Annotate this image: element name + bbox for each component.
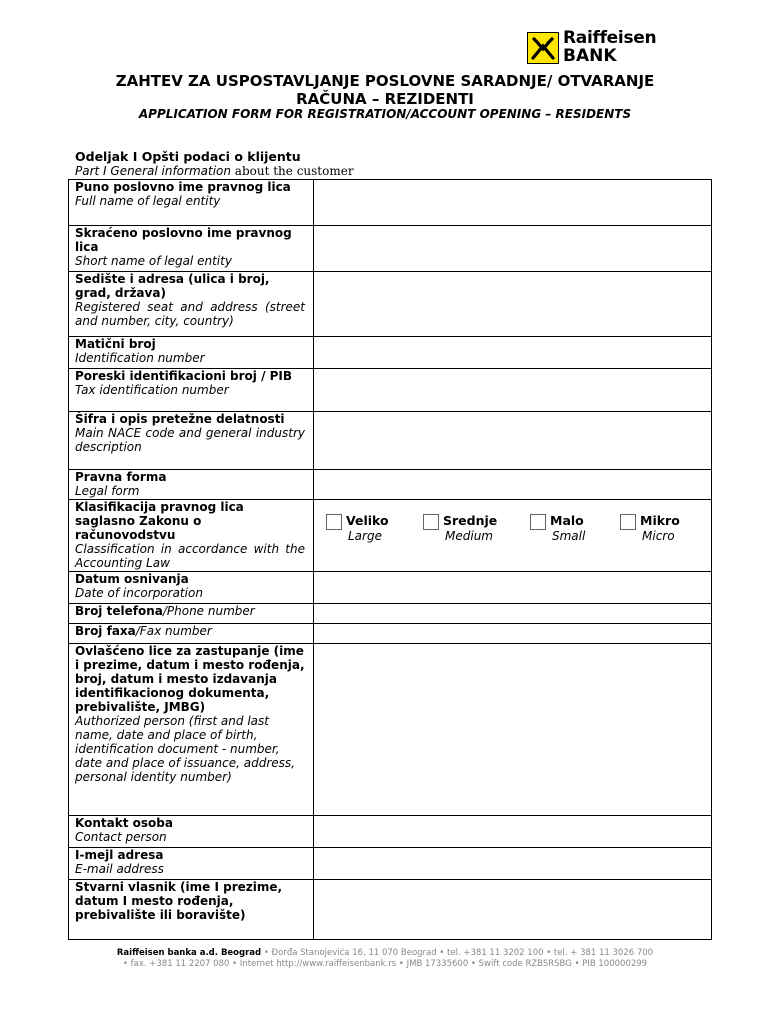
option-micro-label: Mikro bbox=[640, 513, 680, 528]
label-email: I-mejl adresa bbox=[75, 848, 164, 862]
field-activity[interactable] bbox=[314, 412, 712, 470]
label-full-name-en: Full name of legal entity bbox=[75, 194, 221, 208]
option-large-en: Large bbox=[348, 529, 382, 543]
field-id-number[interactable] bbox=[314, 337, 712, 369]
row-incorporation-date bbox=[69, 572, 712, 604]
label-fax: Broj faxa bbox=[75, 624, 136, 638]
field-beneficial-owner[interactable] bbox=[314, 880, 712, 940]
option-medium-label: Srednje bbox=[443, 513, 498, 528]
field-email[interactable] bbox=[314, 848, 712, 880]
raiffeisen-gable-icon bbox=[527, 32, 559, 64]
title-line-2: RAČUNA – REZIDENTI bbox=[296, 90, 474, 108]
option-micro-en: Micro bbox=[642, 529, 675, 543]
raiffeisen-logo bbox=[527, 28, 667, 66]
row-fax bbox=[69, 624, 712, 644]
label-short-name: Skraćeno poslovno ime pravnog lica bbox=[75, 226, 292, 254]
label-activity: Šifra i opis pretežne delatnosti bbox=[75, 412, 285, 426]
option-large-label: Veliko bbox=[346, 513, 389, 528]
row-id-number bbox=[69, 337, 712, 369]
label-incorporation-date: Datum osnivanja bbox=[75, 572, 189, 586]
label-contact-person-en: Contact person bbox=[75, 830, 167, 844]
label-full-name: Puno poslovno ime pravnog lica bbox=[75, 180, 291, 194]
row-email bbox=[69, 848, 712, 880]
field-authorized-person[interactable] bbox=[314, 644, 712, 816]
section-title: Odeljak I Opšti podaci o klijentu bbox=[75, 149, 301, 164]
label-fax-en: /Fax number bbox=[135, 624, 212, 638]
section-subtitle-rest: about the customer bbox=[230, 164, 354, 178]
row-full-name bbox=[69, 180, 712, 226]
label-phone-en: /Phone number bbox=[162, 604, 255, 618]
title-english: APPLICATION FORM FOR REGISTRATION/ACCOUNT OPENING – RESIDENTS bbox=[138, 107, 632, 121]
checkbox-medium[interactable] bbox=[423, 514, 439, 530]
label-beneficial-owner: Stvarni vlasnik (ime I prezime, datum I mesto rođenja, prebivalište ili boravište) bbox=[75, 880, 283, 922]
row-legal-form bbox=[69, 470, 712, 500]
label-legal-form: Pravna forma bbox=[75, 470, 167, 484]
row-short-name bbox=[69, 226, 712, 272]
label-tax-id-en: Tax identification number bbox=[75, 383, 229, 397]
row-tax-id bbox=[69, 369, 712, 412]
label-id-number: Matični broj bbox=[75, 337, 156, 351]
footer-address: • Đorđa Stanojevića 16, 11 070 Beograd • tel. +381 11 3202 100 • tel. + 381 11 3026 700 bbox=[261, 948, 654, 958]
classification-options bbox=[314, 500, 712, 572]
field-tax-id[interactable] bbox=[314, 369, 712, 412]
field-incorporation-date[interactable] bbox=[314, 572, 712, 604]
field-short-name[interactable] bbox=[314, 226, 712, 272]
checkbox-micro[interactable] bbox=[620, 514, 636, 530]
row-activity bbox=[69, 412, 712, 470]
field-legal-form[interactable] bbox=[314, 470, 712, 500]
footer-company: Raiffeisen banka a.d. Beograd bbox=[116, 948, 262, 958]
label-legal-form-en: Legal form bbox=[75, 484, 140, 498]
label-id-number-en: Identification number bbox=[75, 351, 205, 365]
label-tax-id: Poreski identifikacioni broj / PIB bbox=[75, 369, 293, 383]
footer-line-1 bbox=[0, 948, 770, 959]
label-classification-en: Classification in accordance with the Accounting Law bbox=[75, 542, 305, 570]
field-fax[interactable] bbox=[314, 624, 712, 644]
row-authorized-person bbox=[69, 644, 712, 816]
label-phone: Broj telefona bbox=[75, 604, 163, 618]
footer-line-2: • fax. +381 11 2207 080 • Internet http://www.raiffeisenbank.rs • JMB 17335600 • Swift code RZBSRSBG • PIB 100000299 bbox=[122, 959, 648, 969]
logo-name: Raiffeisen bbox=[563, 28, 657, 48]
label-address: Sedište i adresa (ulica i broj, grad, država) bbox=[75, 272, 270, 300]
field-address[interactable] bbox=[314, 272, 712, 337]
label-contact-person: Kontakt osoba bbox=[75, 816, 173, 830]
label-address-en: Registered seat and address (street and number, city, country) bbox=[75, 300, 305, 328]
label-classification: Klasifikacija pravnog lica saglasno Zakonu o računovodstvu bbox=[75, 500, 244, 542]
logo-bank: BANK bbox=[563, 46, 617, 66]
row-address bbox=[69, 272, 712, 337]
row-classification bbox=[69, 500, 712, 572]
checkbox-small[interactable] bbox=[530, 514, 546, 530]
label-incorporation-date-en: Date of incorporation bbox=[75, 586, 203, 600]
client-info-table bbox=[68, 179, 712, 940]
label-authorized-person: Ovlašćeno lice za zastupanje (ime i prezime, datum i mesto rođenja, broj, datum i mesto izdavanja identifikacionog dokumenta, prebivalište, JMBG) bbox=[75, 644, 305, 714]
field-full-name[interactable] bbox=[314, 180, 712, 226]
section-subtitle bbox=[75, 164, 354, 178]
option-small-en: Small bbox=[552, 529, 586, 543]
label-short-name-en: Short name of legal entity bbox=[75, 254, 232, 268]
label-activity-en: Main NACE code and general industry description bbox=[75, 426, 305, 454]
option-small-label: Malo bbox=[550, 513, 584, 528]
section-subtitle-italic: Part I General information bbox=[75, 164, 231, 178]
field-phone[interactable] bbox=[314, 604, 712, 624]
checkbox-large[interactable] bbox=[326, 514, 342, 530]
row-contact-person bbox=[69, 816, 712, 848]
field-contact-person[interactable] bbox=[314, 816, 712, 848]
row-beneficial-owner bbox=[69, 880, 712, 940]
row-phone bbox=[69, 604, 712, 624]
option-medium-en: Medium bbox=[445, 529, 493, 543]
label-email-en: E-mail address bbox=[75, 862, 164, 876]
label-authorized-person-en: Authorized person (first and last name, date and place of birth, identification document - number, date and place of issuance, address, personal identity number) bbox=[75, 714, 295, 784]
title-line-1: ZAHTEV ZA USPOSTAVLJANJE POSLOVNE SARADNJE/ OTVARANJE bbox=[115, 72, 655, 90]
